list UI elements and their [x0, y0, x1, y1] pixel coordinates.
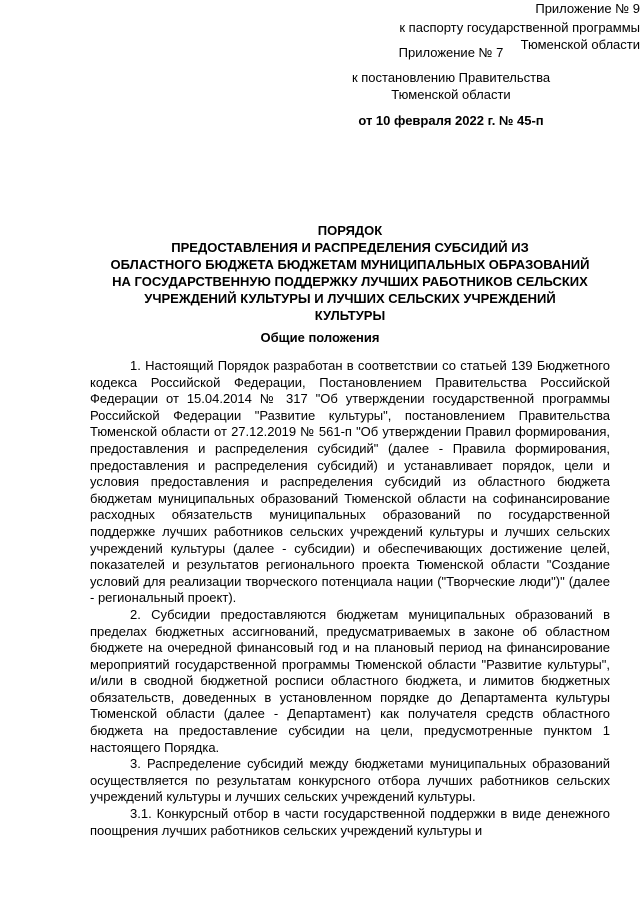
paragraph: 1. Настоящий Порядок разработан в соответствии со статьей 139 Бюджетного кодекса Российской Федерации, Постановлением Правительства Российской Федерации от 15.04.2014 № 317 "Об утверждении государственной программы Российской Федерации "Развитие культуры", постановлением Правительства Тюменской области от 27.12.2019 № 561-п "Об утверждении Правил формирования, предоставления и распределения субсидий" (далее - Правила формирования, предоставления и распределения субсидий) и устанавливает порядок, цели и условия предоставления и распределения субсидий из областного бюджета бюджетам муниципальных образований Тюменской области на софинансирование расходных обязательств муниципальных образований по государственной поддержке лучших работников сельских учреждений культуры и лучших сельских учреждений культуры (далее - субсидии) и обеспечивающих достижение целей, показателей и результатов регионального проекта Тюменской области "Создание условий для реализации творческого потенциала нации ("Творческие люди")" (далее - региональный проект). [90, 358, 610, 606]
appendix-7-number: Приложение № 7 [398, 45, 504, 60]
appendix-9-program-ref: к паспорту государственной программы [399, 20, 640, 35]
section-title: Общие положения [260, 330, 380, 345]
title-line: УЧРЕЖДЕНИЙ КУЛЬТУРЫ И ЛУЧШИХ СЕЛЬСКИХ УЧРЕЖДЕНИЙ [144, 291, 556, 306]
appendix-7-resolution-ref: к постановлению Правительства [351, 70, 551, 85]
title-line: ПРЕДОСТАВЛЕНИЯ И РАСПРЕДЕЛЕНИЯ СУБСИДИЙ ИЗ [171, 240, 529, 255]
appendix-9-region: Тюменской области [520, 37, 640, 52]
document-title [90, 222, 610, 324]
paragraph: 2. Субсидии предоставляются бюджетам муниципальных образований в пределах бюджетных ассигнований, предусматриваемых в законе об областном бюджете на очередной финансовый год и на плановый период на финансирование мероприятий государственной программы Тюменской области "Развитие культуры", и/или в сводной бюджетной росписи областного бюджета, и лимитов бюджетных обязательств, доведенных в установленном порядке до Департамента культуры Тюменской области (далее - Департамент) как получателя средств областного бюджета на предоставление субсидии на цели, предусмотренные пунктом 1 настоящего Порядка. [90, 606, 610, 755]
paragraph: 3.1. Конкурсный отбор в части государственной поддержки в виде денежного поощрения лучших работников сельских учреждений культуры и [90, 806, 610, 838]
paragraph: 3. Распределение субсидий между бюджетами муниципальных образований осуществляется по результатам конкурсного отбора лучших работников сельских учреждений культуры и лучших сельских учреждений культуры. [90, 756, 610, 805]
document-body [90, 358, 610, 839]
title-line: ОБЛАСТНОГО БЮДЖЕТА БЮДЖЕТАМ МУНИЦИПАЛЬНЫХ ОБРАЗОВАНИЙ [110, 257, 590, 272]
appendix-7-region: Тюменской области [391, 87, 511, 102]
appendix-7-header [286, 44, 616, 129]
appendix-9-number: Приложение № 9 [535, 1, 640, 16]
appendix-7-date: от 10 февраля 2022 г. № 45-п [358, 113, 544, 128]
title-line: НА ГОСУДАРСТВЕННУЮ ПОДДЕРЖКУ ЛУЧШИХ РАБОТНИКОВ СЕЛЬСКИХ [112, 274, 588, 289]
title-line: ПОРЯДОК [317, 223, 383, 238]
title-line: КУЛЬТУРЫ [314, 308, 386, 323]
